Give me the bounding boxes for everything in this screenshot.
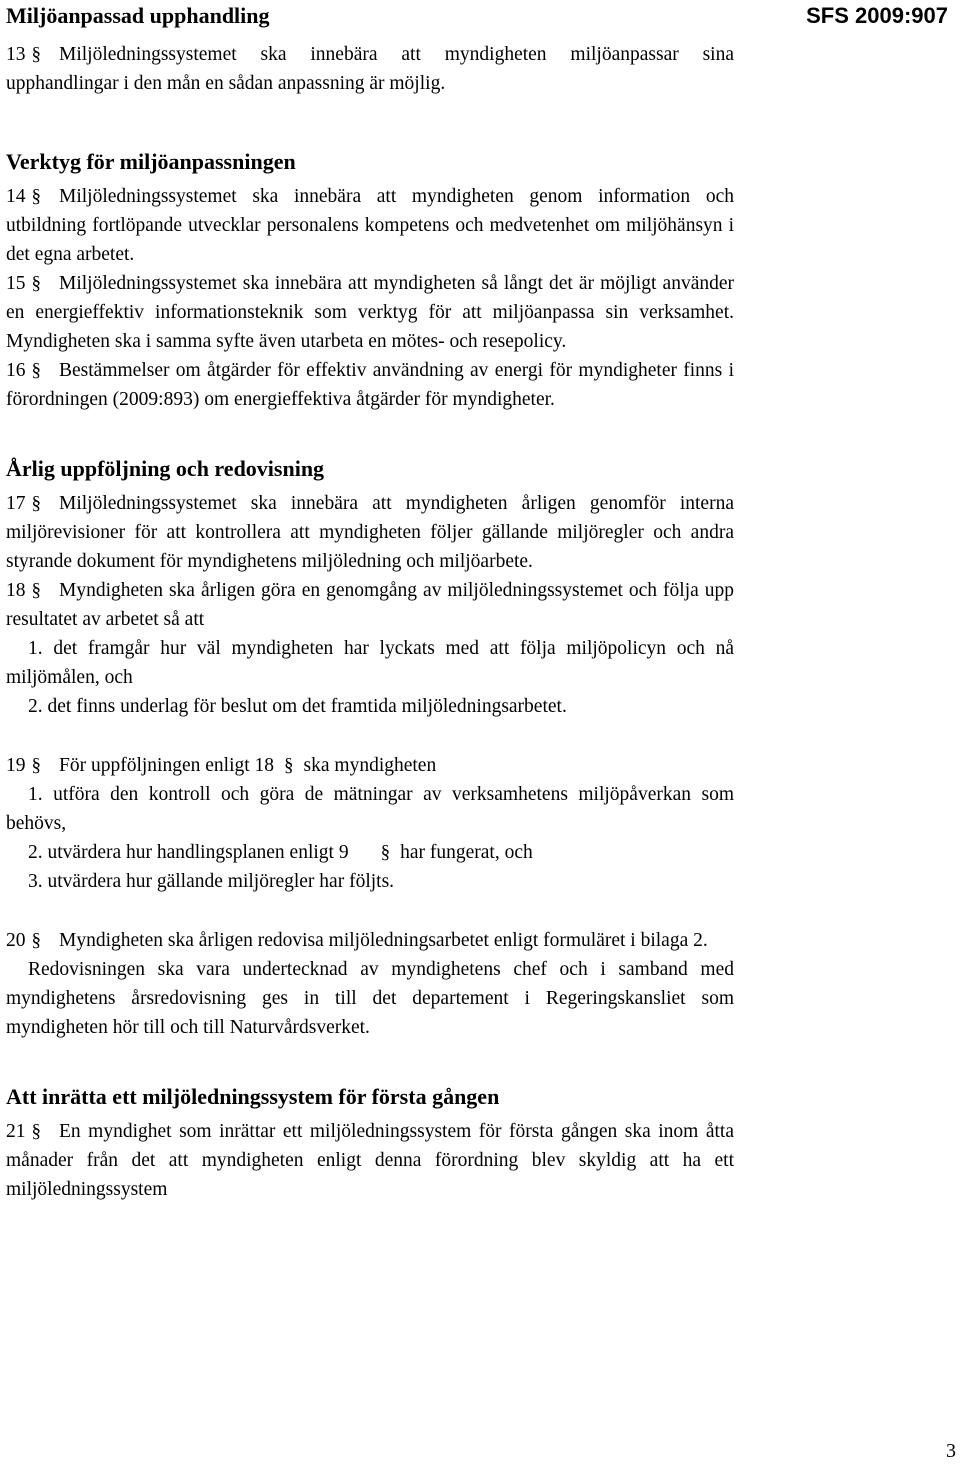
heading-inratta: Att inrätta ett miljöledningssystem för första gången <box>6 1084 500 1109</box>
section-sign: § <box>31 360 41 381</box>
section-number: 21 <box>6 1121 26 1142</box>
section-text: Miljöledningssystemet ska innebära att myndigheten så långt det är möjligt använder en energieffektiv informationsteknik som verktyg för att miljöanpassa sin verksamhet. Myndigheten ska i samma syfte även utarbeta en mötes- och resepolicy. <box>6 273 734 352</box>
section-text: Miljöledningssystemet ska innebära att myndigheten årligen genomför interna miljörevisioner för att kontrollera att myndigheten följer gällande miljöregler och andra styrande dokument för myndighetens miljöledning och miljöarbete. <box>6 493 734 572</box>
list-item-text: 2. utvärdera hur handlingsplanen enligt 9 <box>28 842 349 863</box>
section-number: 15 <box>6 273 26 294</box>
section-sign: § <box>31 186 41 207</box>
heading-arlig: Årlig uppföljning och redovisning <box>6 456 325 481</box>
section-16 <box>6 356 734 414</box>
section-text: Myndigheten ska årligen göra en genomgång av miljöledningssystemet och följa upp resultatet av arbetet så att <box>6 580 734 630</box>
section-number: 18 <box>6 580 26 601</box>
section-13 <box>6 40 734 98</box>
section-text: En myndighet som inrättar ett miljöledningssystem för första gången ska inom åtta månader från det att myndigheten enligt denna förordning blev skyldig att ha ett miljöledningssystem <box>6 1121 734 1200</box>
section-14 <box>6 182 734 269</box>
list-item: 3. utvärdera hur gällande miljöregler har följts. <box>28 871 395 892</box>
sfs-number: SFS 2009:907 <box>806 3 948 28</box>
section-number: 13 <box>6 44 26 65</box>
section-sign: § <box>31 755 41 776</box>
section-18 <box>6 576 734 634</box>
list-item: 1. utföra den kontroll och göra de mätningar av verksamhetens miljöpåverkan som behövs, <box>6 784 734 834</box>
section-19 <box>6 751 734 780</box>
list-item <box>6 838 734 867</box>
section-20 <box>6 926 734 955</box>
list-item: 1. det framgår hur väl myndigheten har lyckats med att följa miljöpolicyn och nå miljömålen, och <box>6 638 734 688</box>
section-17 <box>6 489 734 576</box>
section-sign: § <box>31 1121 41 1142</box>
section-number: 17 <box>6 493 26 514</box>
section-sign: § <box>31 44 41 65</box>
section-text: Miljöledningssystemet ska innebära att myndigheten miljöanpassar sina upphandlingar i den mån en sådan anpassning är möjlig. <box>6 44 734 94</box>
section-sign: § <box>380 842 391 863</box>
section-sign: § <box>31 580 41 601</box>
section-text: ska myndigheten <box>303 755 437 776</box>
section-sign: § <box>31 930 41 951</box>
list-item: 2. det finns underlag för beslut om det framtida miljöledningsarbetet. <box>28 696 567 717</box>
section-15 <box>6 269 734 356</box>
document-body <box>6 40 734 1204</box>
section-text: Bestämmelser om åtgärder för effektiv användning av energi för myndigheter finns i förordningen (2009:893) om energieffektiva åtgärder för myndigheter. <box>6 360 734 410</box>
section-text: För uppföljningen enligt 18 <box>59 755 275 776</box>
section-number: 14 <box>6 186 26 207</box>
section-sign: § <box>31 273 41 294</box>
section-text: Myndigheten ska årligen redovisa miljöledningsarbetet enligt formuläret i bilaga 2. <box>59 930 708 951</box>
page-header-title: Miljöanpassad upphandling <box>6 3 270 28</box>
section-sign: § <box>31 493 41 514</box>
page-number: 3 <box>946 1440 956 1462</box>
section-text: Miljöledningssystemet ska innebära att myndigheten genom information och utbildning fortlöpande utvecklar personalens kompetens och medvetenhet om miljöhänsyn i det egna arbetet. <box>6 186 734 265</box>
section-20-paragraph-2: Redovisningen ska vara undertecknad av myndighetens chef och i samband med myndighetens årsredovisning ges in till det departement i Regeringskansliet som myndigheten hör till och till Naturvårdsverket. <box>6 959 734 1038</box>
section-number: 20 <box>6 930 26 951</box>
section-number: 19 <box>6 755 26 776</box>
list-item-text: har fungerat, och <box>400 842 533 863</box>
section-sign: § <box>284 755 294 776</box>
section-number: 16 <box>6 360 26 381</box>
heading-verktyg: Verktyg för miljöanpassningen <box>6 149 296 174</box>
section-21 <box>6 1117 734 1204</box>
